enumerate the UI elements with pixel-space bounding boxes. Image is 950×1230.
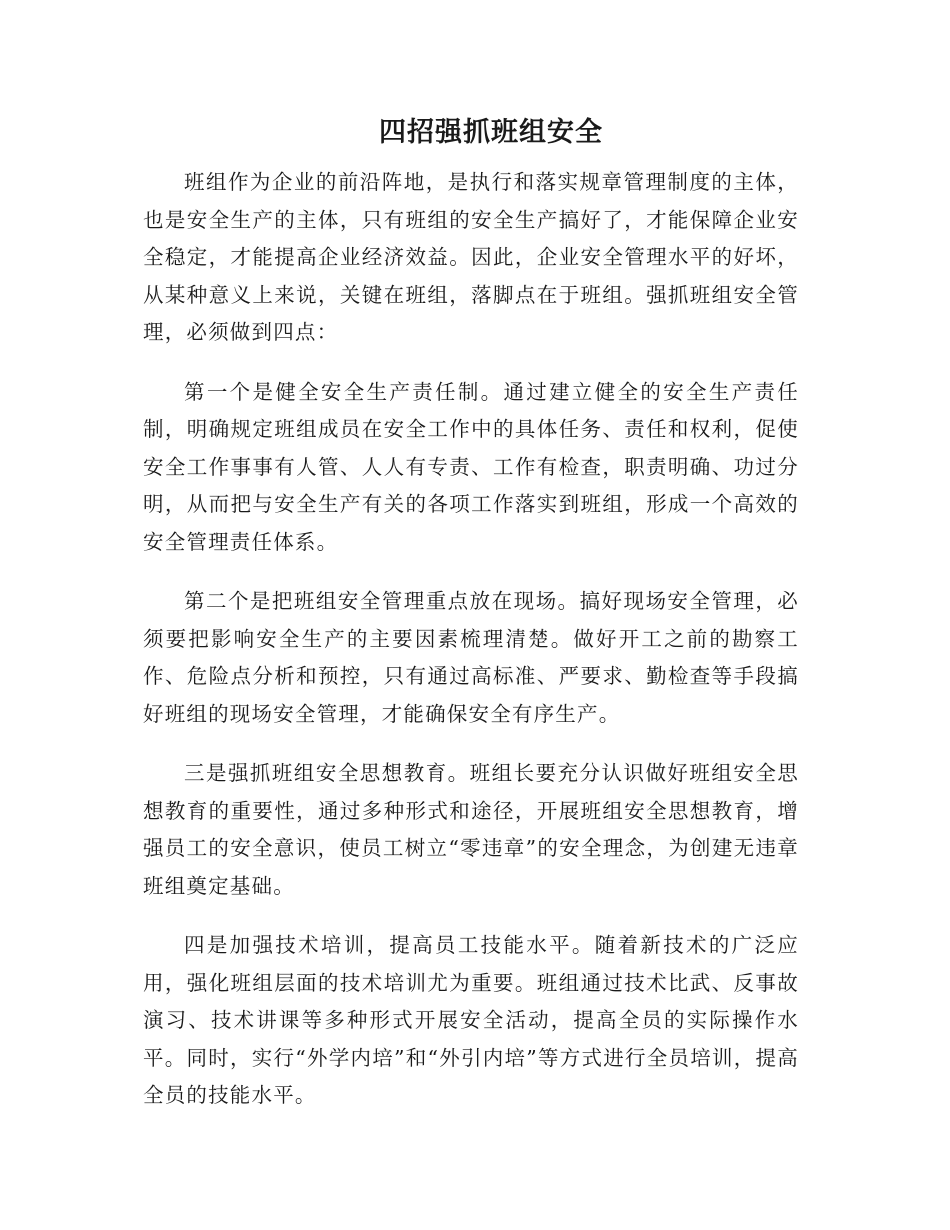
paragraph-point-3: 三是强抓班组安全思想教育。班组长要充分认识做好班组安全思想教育的重要性，通过多种形式和途径，开展班组安全思想教育，增强员工的安全意识，使员工树立“零违章”的安全理念，为创建无违章班组奠定基础。	[143, 761, 799, 898]
paragraph-point-1: 第一个是健全安全生产责任制。通过建立健全的安全生产责任制，明确规定班组成员在安全工作中的具体任务、责任和权利，促使安全工作事事有人管、人人有专责、工作有检查，职责明确、功过分明，从而把与安全生产有关的各项工作落实到班组，形成一个高效的安全管理责任体系。	[143, 379, 799, 554]
paragraph-point-4: 四是加强技术培训，提高员工技能水平。随着新技术的广泛应用，强化班组层面的技术培训尤为重要。班组通过技术比武、反事故演习、技术讲课等多种形式开展安全活动，提高全员的实际操作水平。同时，实行“外学内培”和“外引内培”等方式进行全员培训，提高全员的技能水平。	[143, 933, 799, 1107]
document-page	[143, 112, 799, 1137]
document-title: 四招强抓班组安全	[379, 117, 603, 148]
paragraph-intro: 班组作为企业的前沿阵地，是执行和落实规章管理制度的主体，也是安全生产的主体，只有班组的安全生产搞好了，才能保障企业安全稳定，才能提高企业经济效益。因此，企业安全管理水平的好坏，从某种意义上来说，关键在班组，落脚点在于班组。强抓班组安全管理，必须做到四点：	[143, 170, 799, 344]
paragraph-point-2: 第二个是把班组安全管理重点放在现场。搞好现场安全管理，必须要把影响安全生产的主要因素梳理清楚。做好开工之前的勘察工作、危险点分析和预控，只有通过高标准、严要求、勤检查等手段搞好班组的现场安全管理，才能确保安全有序生产。	[143, 589, 799, 726]
